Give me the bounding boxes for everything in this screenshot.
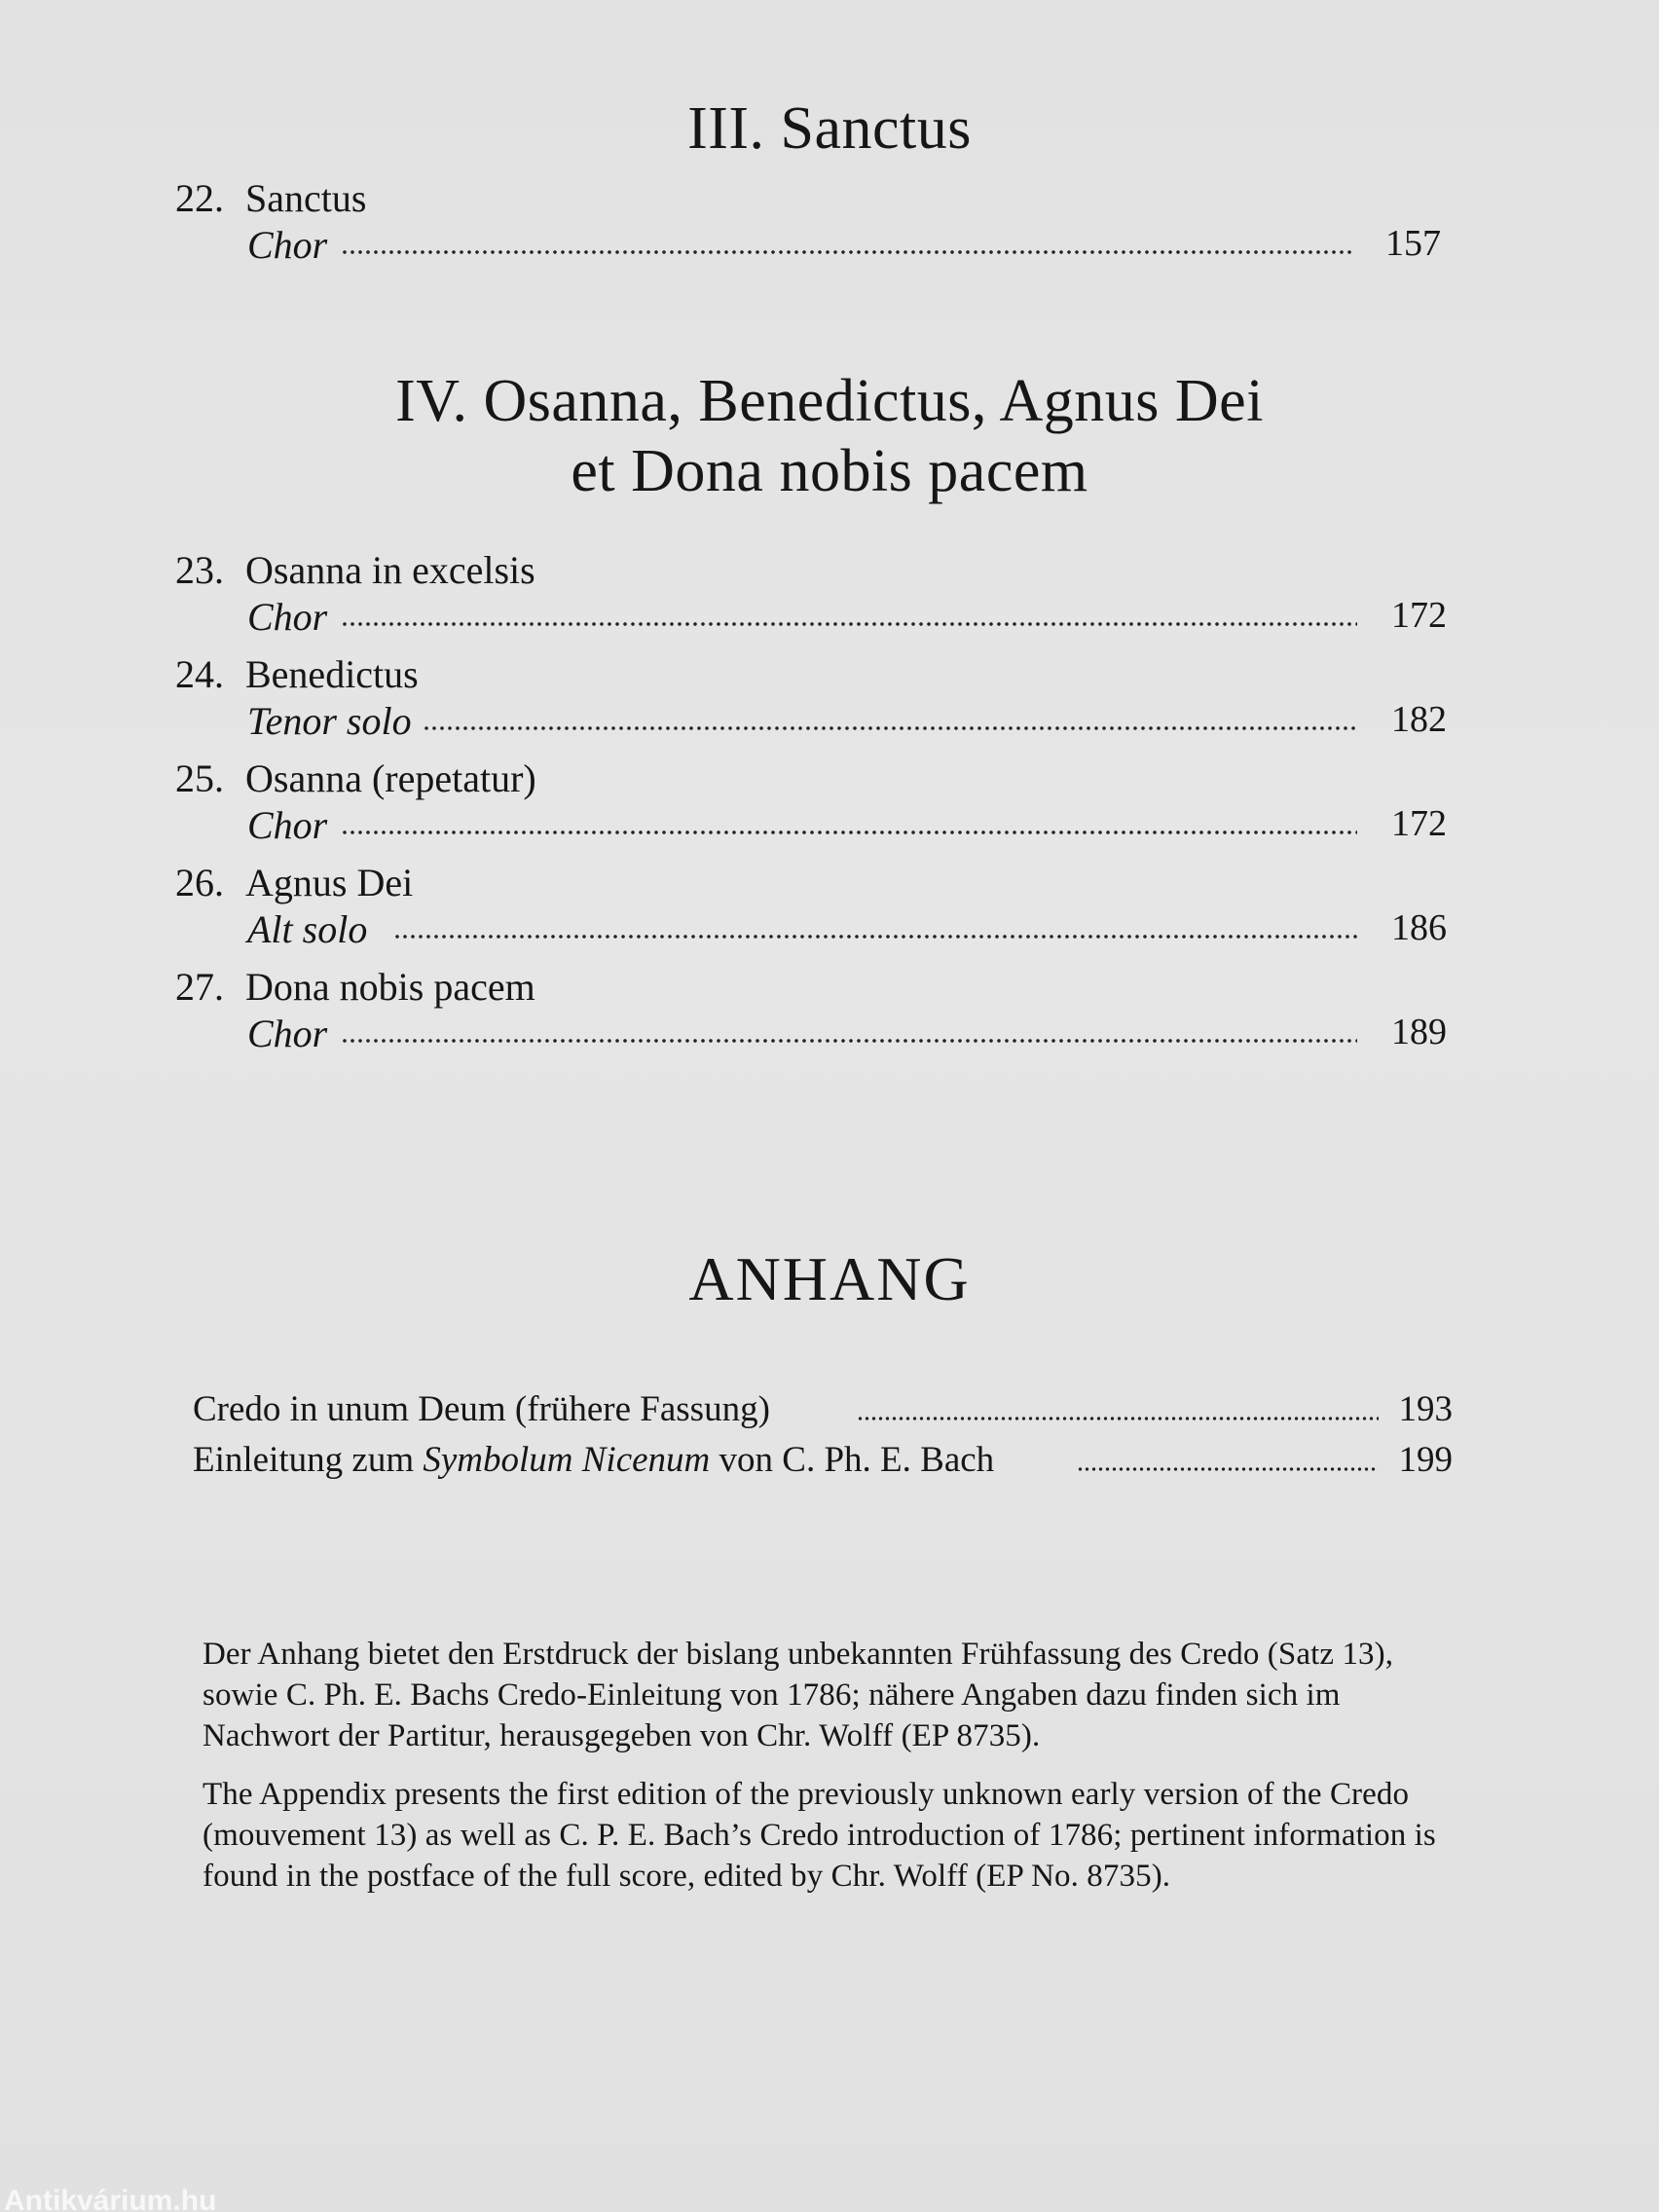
entry-title: Dona nobis pacem xyxy=(245,965,535,1009)
toc-entry-25[interactable] xyxy=(175,756,1447,849)
dot-leader xyxy=(393,934,1357,940)
appendix-note-german: Der Anhang bietet den Erstdruck der bislang unbekannten Frühfassung des Credo (Satz 13), sowie C. Ph. E. Bachs Credo-Einleitung von 1786; nähere Angaben dazu finden sich im Nachwort der Partitur, herausgegeben von Chr. Wolff (EP 8735). xyxy=(203,1637,1394,1753)
section-heading-osanna-line1: IV. Osanna, Benedictus, Agnus Dei xyxy=(395,368,1264,434)
appendix-entry-page-number: 199 xyxy=(1398,1440,1453,1480)
entry-voice: Chor xyxy=(247,595,328,639)
entry-title: Sanctus xyxy=(245,176,367,220)
watermark-text: Antikvárium.hu xyxy=(4,2187,217,2212)
dot-leader xyxy=(1077,1466,1379,1472)
dot-leader xyxy=(341,1038,1357,1044)
entry-voice: Alt solo xyxy=(247,907,368,951)
entry-page-number: 186 xyxy=(1391,907,1447,948)
appendix-entry-einleitung[interactable] xyxy=(193,1437,1453,1484)
dot-leader xyxy=(341,621,1357,627)
entry-voice: Chor xyxy=(247,223,328,267)
dot-leader xyxy=(341,249,1351,255)
entry-number: 23. xyxy=(175,548,224,592)
appendix-title-italic: Symbolum Nicenum xyxy=(423,1440,711,1480)
entry-number: 24. xyxy=(175,652,224,696)
toc-entry-26[interactable] xyxy=(175,860,1447,953)
entry-title: Osanna (repetatur) xyxy=(245,756,536,800)
appendix-title-suffix: von C. Ph. E. Bach xyxy=(710,1440,995,1480)
appendix-entry-title: Credo in unum Deum (frühere Fassung) xyxy=(193,1389,770,1429)
toc-entry-22[interactable] xyxy=(175,175,1441,269)
entry-title: Osanna in excelsis xyxy=(245,548,535,592)
entry-voice: Chor xyxy=(247,1012,328,1055)
entry-page-number: 189 xyxy=(1391,1012,1447,1052)
dot-leader xyxy=(341,830,1357,835)
entry-voice: Chor xyxy=(247,803,328,847)
entry-title: Agnus Dei xyxy=(245,861,414,904)
appendix-entry-credo[interactable] xyxy=(193,1386,1453,1433)
dot-leader xyxy=(423,725,1357,731)
toc-entry-24[interactable] xyxy=(175,651,1447,745)
section-heading-anhang: ANHANG xyxy=(688,1244,971,1313)
section-heading-sanctus: III. Sanctus xyxy=(687,95,972,162)
toc-entry-27[interactable] xyxy=(175,964,1447,1057)
entry-number: 22. xyxy=(175,176,224,220)
entry-number: 26. xyxy=(175,861,224,904)
appendix-entry-title xyxy=(193,1437,994,1484)
appendix-title-prefix: Einleitung zum xyxy=(193,1440,424,1480)
entry-page-number: 157 xyxy=(1385,223,1441,264)
entry-title: Benedictus xyxy=(245,652,419,696)
entry-page-number: 172 xyxy=(1391,595,1447,636)
section-heading-osanna-line2: et Dona nobis pacem xyxy=(571,438,1088,504)
dot-leader xyxy=(857,1416,1379,1421)
entry-voice: Tenor solo xyxy=(247,699,412,743)
entry-page-number: 172 xyxy=(1391,803,1447,844)
appendix-entry-page-number: 193 xyxy=(1398,1389,1453,1429)
entry-page-number: 182 xyxy=(1391,699,1447,740)
entry-number: 27. xyxy=(175,965,224,1009)
toc-entry-23[interactable] xyxy=(175,547,1447,641)
appendix-note-english: The Appendix presents the first edition of the previously unknown early version of the Credo (mouvement 13) as well as C. P. E. Bach’s Credo introduction of 1786; pertinent information is found in the postface of the full score, edited by Chr. Wolff (EP No. 8735). xyxy=(203,1777,1436,1894)
entry-number: 25. xyxy=(175,756,224,800)
